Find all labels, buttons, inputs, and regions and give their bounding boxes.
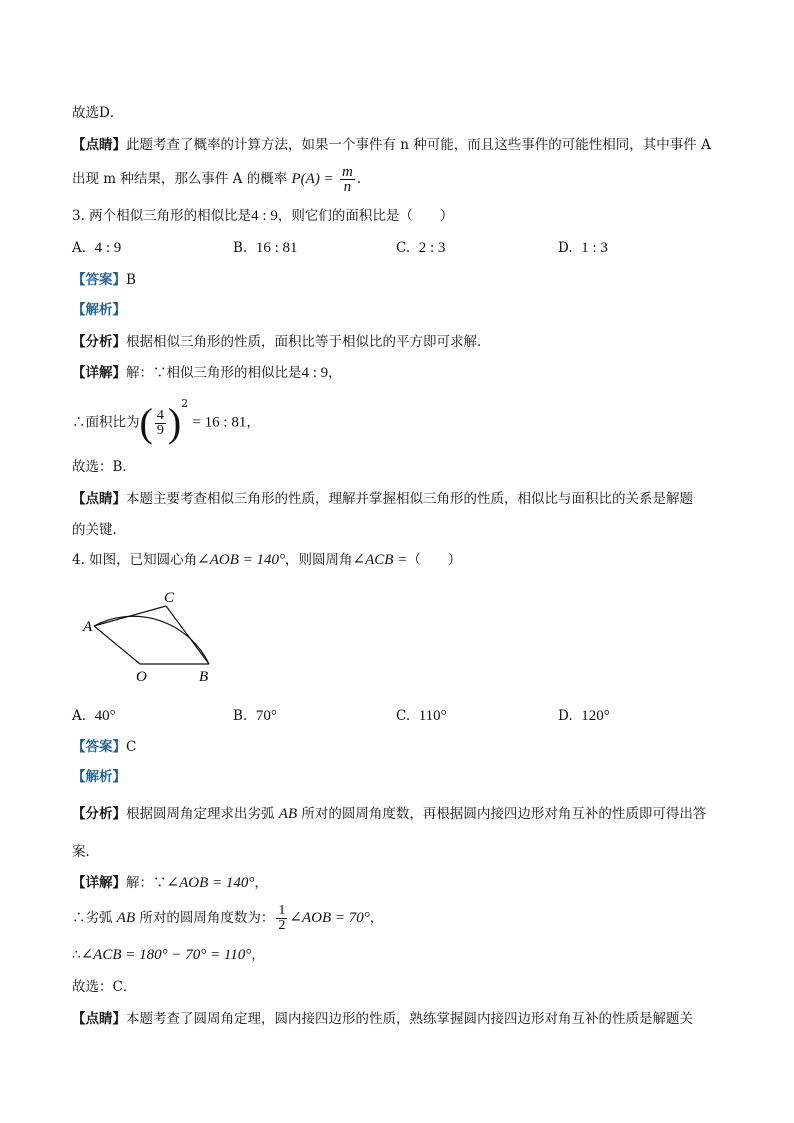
q4-detail-punct: ， [254,875,268,891]
q2-frac-num: m [342,164,353,180]
analysis-tag: 【解析】 [72,302,126,318]
q2-conclusion: 故选D． [72,105,124,121]
option-text: 40° [94,708,116,724]
option-text: 1 : 3 [581,240,608,256]
option-label: A. [72,240,87,256]
option-label: B. [233,708,248,724]
q3-stem-ratio: 4 : 9 [251,208,278,224]
option-text: 2 : 3 [418,240,446,256]
option-text: 70° [255,708,277,724]
q4-detail-text1: 解：∵ [126,875,167,891]
q4-stem-mid: ，则圆周角 [285,552,353,568]
q2-note-end: . [356,171,362,187]
q4-fenxi-text2: 所对的圆周角度数，再根据圆内接四边形对角互补的性质即可得出答 [301,806,707,822]
q4-detail-line1 [72,874,268,892]
q4-note-line1 [72,1010,693,1028]
q4-stem-angle2: ∠ACB = [352,552,408,568]
q4-fenxi-text1: 根据圆周角定理求出劣弧 [126,806,275,822]
q3-note-text1: 本题主要考查相似三角形的性质，理解并掌握相似三角形的性质，相似比与面积比的关系是解题 [126,491,693,507]
q4-frac-num: 1 [278,903,286,918]
q3-option-c[interactable] [396,239,445,257]
q4-detail-punct2: ， [369,910,384,926]
q4-detail-line2 [72,900,383,936]
q3-exponent: 2 [181,397,189,410]
q3-area-ratio: = 16 : 81 [192,414,247,431]
q3-frac-num: 4 [156,407,164,423]
q2-note-text2: 出现 m 种结果，那么事件 A 的概率 [72,171,288,187]
option-text: 16 : 81 [255,240,298,256]
segment-ac [94,606,166,626]
option-label: C. [396,708,411,724]
q3-stem [72,207,453,225]
q3-detail-ratio: 4 : 9 [301,365,329,381]
fenxi-tag: 【分析】 [72,806,126,822]
q4-fenxi-arc: AB [278,806,298,822]
q3-note-line1 [72,490,693,508]
q4-detail-angle2: ∠AOB = 70° [289,910,370,926]
q2-fraction [340,165,355,194]
option-text: 4 : 9 [94,240,122,256]
q4-detail-arc: AB [116,910,136,926]
detail-tag: 【详解】 [72,875,126,891]
q3-detail-line1 [72,364,342,382]
option-label: D. [558,240,573,256]
q4-stem-angle1: ∠AOB = 140° [197,552,286,568]
q3-answer-value: B [126,272,136,288]
q2-note-line1 [72,136,711,154]
label-b: B [199,669,209,685]
segment-ao [94,626,140,664]
q2-probability-formula: P(A) = [291,171,334,187]
q3-detail-punct2: ， [246,414,260,431]
q2-note-line2 [72,164,361,194]
q2-note-text1: 此题考查了概率的计算方法，如果一个事件有 n 种可能，而且这些事件的可能性相同，其中事件 A [126,137,711,153]
q3-detail-text1: 解：∵相似三角形的相似比是 [126,365,302,381]
option-label: D. [558,708,573,724]
option-label: B. [233,240,248,256]
q4-answer-value: C [126,739,137,755]
q3-stem-text: 3. 两个相似三角形的相似比是 [72,208,252,224]
note-tag: 【点睛】 [72,1011,126,1027]
q4-detail-text3: 所对的圆周角度数为： [139,910,275,926]
q4-frac-den: 2 [278,918,286,933]
q4-stem-text: 4. 如图，已知圆心角 [72,552,198,568]
q4-option-b[interactable] [233,707,277,725]
option-label: A. [72,708,87,724]
note-tag: 【点睛】 [72,137,126,153]
q3-fraction [155,409,166,438]
q4-fenxi-line1 [72,805,706,823]
label-o: O [136,669,147,685]
q4-detail-line3 [72,946,265,964]
q3-option-d[interactable] [558,239,608,257]
answer-tag: 【答案】 [72,739,126,755]
option-text: 120° [581,708,610,724]
fenxi-tag: 【分析】 [72,334,126,350]
q3-frac-den: 9 [156,422,164,438]
q4-fraction [276,904,287,933]
analysis-tag: 【解析】 [72,769,126,785]
q4-detail-text4: ∴ [72,947,81,963]
q4-option-d[interactable] [558,707,610,725]
q3-option-b[interactable] [233,239,297,257]
label-a: A [83,619,93,635]
q4-answer [72,738,136,756]
q3-stem-post: ，则它们的面积比是（ ） [277,208,454,224]
q3-answer [72,271,136,289]
answer-tag: 【答案】 [72,272,126,288]
q4-fenxi-line2: 案． [72,844,99,860]
q3-fenxi-text: 根据相似三角形的性质，面积比等于相似比的平方即可求解． [126,334,491,350]
q4-figure [78,586,228,686]
q4-detail-punct3: ， [251,947,265,963]
right-paren: ) [167,400,182,445]
note-tag: 【点睛】 [72,491,126,507]
q4-stem-post: （ ） [407,552,462,568]
q4-option-a[interactable] [72,707,116,725]
q3-detail-text2: ∴面积比为 [72,414,140,431]
label-c: C [164,590,175,606]
segment-cb [166,606,209,664]
q4-analysis [72,768,126,786]
left-paren: ( [139,400,153,445]
option-text: 110° [418,708,447,724]
q3-note-line2: 的关键． [72,522,126,538]
q3-detail-punct: ， [328,365,342,381]
q3-choose: 故选：B． [72,459,136,475]
q4-detail-text2: ∴劣弧 [72,910,113,926]
q4-detail-angle: ∠AOB = 140° [166,875,255,891]
q4-choose: 故选：C． [72,979,137,995]
q2-frac-den: n [343,179,352,195]
q4-note-text1: 本题考查了圆周角定理，圆内接四边形的性质，熟练掌握圆内接四边形对角互补的性质是解题关 [126,1011,693,1027]
q3-fenxi [72,333,491,351]
q3-detail-line2 [72,397,260,444]
detail-tag: 【详解】 [72,365,126,381]
q3-option-a[interactable] [72,239,121,257]
q4-stem [72,551,461,569]
option-label: C. [396,240,411,256]
q4-option-c[interactable] [396,707,447,725]
q3-analysis [72,301,126,319]
q4-detail-angle3: ∠ACB = 180° − 70° = 110° [80,947,252,963]
